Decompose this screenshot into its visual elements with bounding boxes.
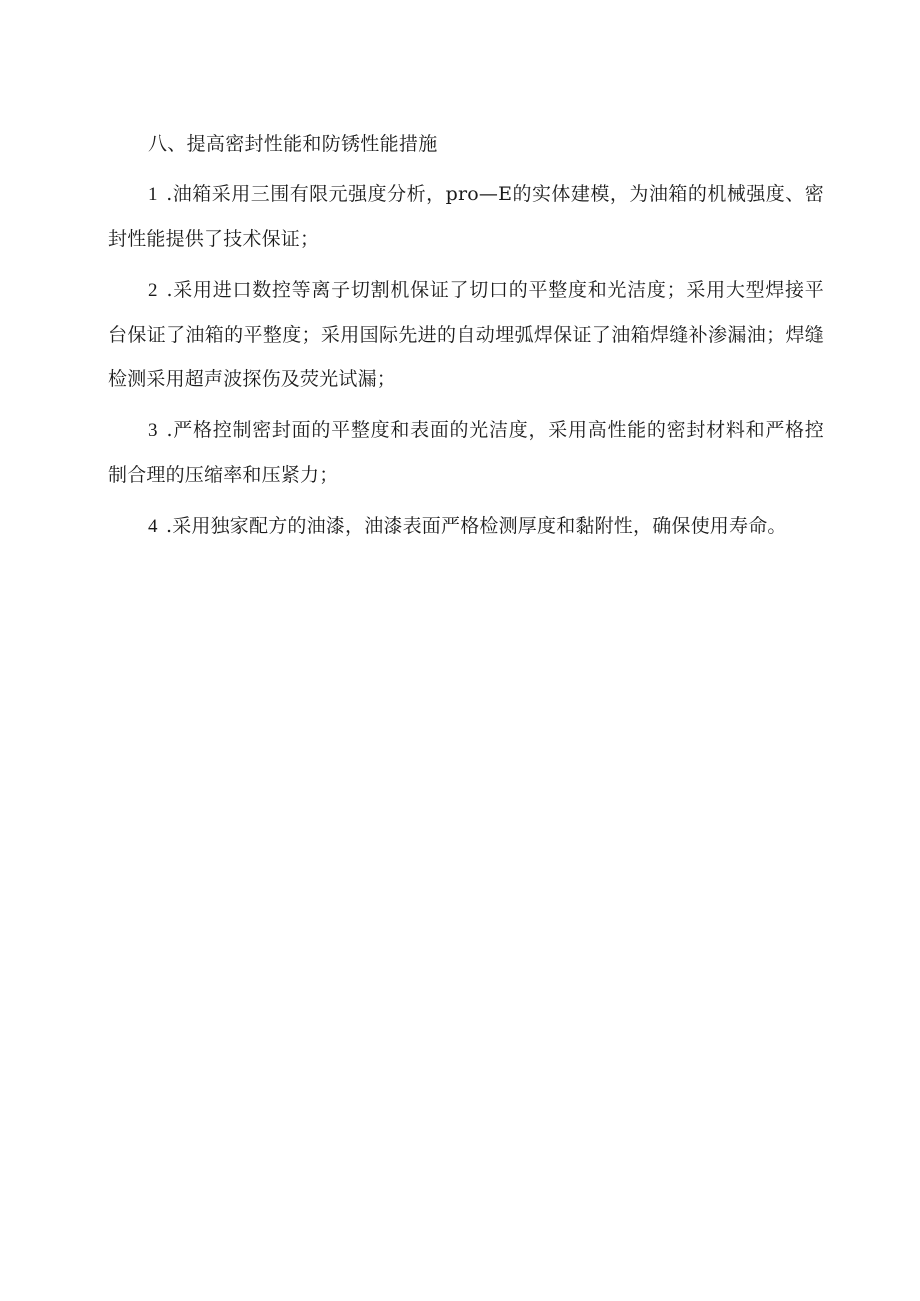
section-heading: 八、提高密封性能和防锈性能措施 <box>148 133 438 155</box>
item-text: .采用进口数控等离子切割机保证了切口的平整度和光洁度；采用大型焊接平台保证了油箱的平整度；采用国际先进的自动埋弧焊保证了油箱焊缝补渗漏油；焊缝检测采用超声波探伤及荧光试漏； <box>108 279 824 390</box>
list-item-3 <box>108 408 824 497</box>
document-body <box>108 128 824 556</box>
item-text: .油箱采用三围有限元强度分析，pro—E的实体建模，为油箱的机械强度、密封性能提供了技术保证； <box>108 183 824 250</box>
item-number: 3 <box>148 420 158 441</box>
list-item-4 <box>108 504 824 549</box>
list-item-1 <box>108 172 824 261</box>
item-number: 4 <box>148 516 158 537</box>
item-number: 2 <box>148 280 158 301</box>
item-number: 1 <box>148 184 158 205</box>
item-text: .严格控制密封面的平整度和表面的光洁度，采用高性能的密封材料和严格控制合理的压缩率和压紧力； <box>108 419 824 486</box>
item-text: .采用独家配方的油漆，油漆表面严格检测厚度和黏附性，确保使用寿命。 <box>165 515 787 537</box>
list-item-2 <box>108 268 824 401</box>
